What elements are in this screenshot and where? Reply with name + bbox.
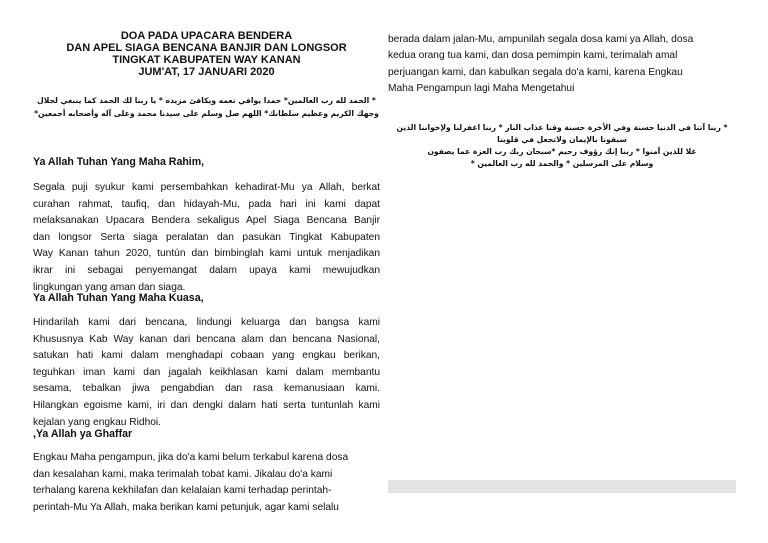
title-line: DAN APEL SIAGA BENCANA BANJIR DAN LONGSOR xyxy=(66,42,347,54)
paragraph-line: Maha Pengampun lagi Maha Mengetahui xyxy=(388,83,575,95)
paragraph-line: sesama, tebalkan jiwa pengabdian dan rasa kemanusiaan kami. xyxy=(33,383,380,395)
paragraph-line: teguhkan iman kami dan jagalah keikhlasan kami dalam membantu xyxy=(33,366,380,378)
arabic-line: سبقونا بالإيمان ولاتجعل في قلوبنا xyxy=(497,135,627,144)
paragraph-line: berada dalam jalan-Mu, ampunilah segala dosa kami ya Allah, dosa xyxy=(388,34,694,45)
paragraph-line: terhalang karena kekhilafan dan kelalaian kami terhadap perintah- xyxy=(33,485,332,497)
section-heading: ,Ya Allah ya Ghaffar xyxy=(33,428,133,440)
paragraph-line: dan longsor Serta siaga peralatan dan pasukan Tingkat Kabupaten xyxy=(33,231,380,243)
arabic-line: وسلام على المرسلين * والحمد لله رب العالمين * xyxy=(470,159,654,168)
title-line: DOA PADA UPACARA BENDERA xyxy=(120,30,293,42)
grey-divider-bar xyxy=(388,480,736,493)
arabic-line: * ربنا آتنا فى الدنيا حسنة وفي الأخرة حسنة وقنا عذاب النار * ربنا اغفرلنا ولإخواننا الذين xyxy=(396,123,728,132)
paragraph-line: ikrar ini sebagai penyemangat dalam upaya kami mewujudkan xyxy=(33,264,380,276)
paragraph-line: Engkau Maha pengampun, jika do'a kami belum terkabul karena dosa xyxy=(33,452,349,463)
paragraph-line: melaksanakan Upacara Bendera sekaligus Apel Siaga Bencana Banjir xyxy=(33,215,380,227)
paragraph-line: kejalan yang engkau Ridhoi. xyxy=(33,416,162,428)
paragraph-line: satukan hati kami dalam menghadapi cobaan yang engkau berikan, xyxy=(33,350,380,362)
paragraph-line: Khususnya Kab Way kanan dari bencana alam dan bencana Nasional, xyxy=(33,333,380,345)
paragraph-line: lingkungan yang aman dan siaga. xyxy=(33,281,186,293)
arabic-line: وجهك الكريم وعظيم سلطانك* اللهم صل وسلم على سيدنا محمد وعلى آله وأصحابه أجمعين* xyxy=(34,109,379,118)
arabic-line: غلا للذين آمنوا * ربنا إنك رؤوف رحيم *سبحان ربك رب العزة عما يصفون xyxy=(427,147,697,156)
section-paragraph xyxy=(33,450,380,516)
section-paragraph xyxy=(33,180,380,296)
title-line: TINGKAT KABUPATEN WAY KANAN xyxy=(112,54,301,66)
arabic-closing-prayer xyxy=(388,122,736,170)
title-line: JUM'AT, 17 JANUARI 2020 xyxy=(138,66,275,78)
continuation-paragraph xyxy=(388,32,736,98)
paragraph-line: Way Kanan tahun 2020, tuntún dan bimbinglah kami untuk menjadikan xyxy=(33,248,380,260)
paragraph-line: perintah-Mu Ya Allah, maka berikan kami petunjuk, agar kami selalu xyxy=(33,501,339,513)
arabic-opening-prayer xyxy=(33,94,380,120)
paragraph-line: kedua orang tua kami, dan dosa pemimpin kami, terimalah amal xyxy=(388,50,678,62)
paragraph-line: perjuangan kami, dan kabulkan segala do'a kami, karena Engkau xyxy=(388,66,683,78)
paragraph-line: Hilangkan egoisme kami, iri dan dengki dalam hati serta tuntunlah kami xyxy=(33,399,380,411)
arabic-line: * الحمد لله رب العالمين* حمدا يوافي نعمه ويكافئ مزيده * يا ربنا لك الحمد كما ينبغي لجلال xyxy=(37,96,376,105)
paragraph-line: Segala puji syukur kami persembahkan kehadirat-Mu ya Allah, berkat xyxy=(33,182,380,193)
section-heading: Ya Allah Tuhan Yang Maha Rahim, xyxy=(33,156,205,168)
paragraph-line: Hindarilah kami dari bencana, lindungi keluarga dan bangsa kami xyxy=(33,317,380,328)
paragraph-line: curahan rahmat, taufiq, dan hidayah-Mu, pada hari ini kami dapat xyxy=(33,198,380,210)
section-heading: Ya Allah Tuhan Yang Maha Kuasa, xyxy=(33,292,204,304)
section-paragraph xyxy=(33,315,380,431)
paragraph-line: dan kesalahan kami, maka terimalah tobat kami. Jikalau do'a kami xyxy=(33,468,333,480)
document-title xyxy=(33,30,380,78)
